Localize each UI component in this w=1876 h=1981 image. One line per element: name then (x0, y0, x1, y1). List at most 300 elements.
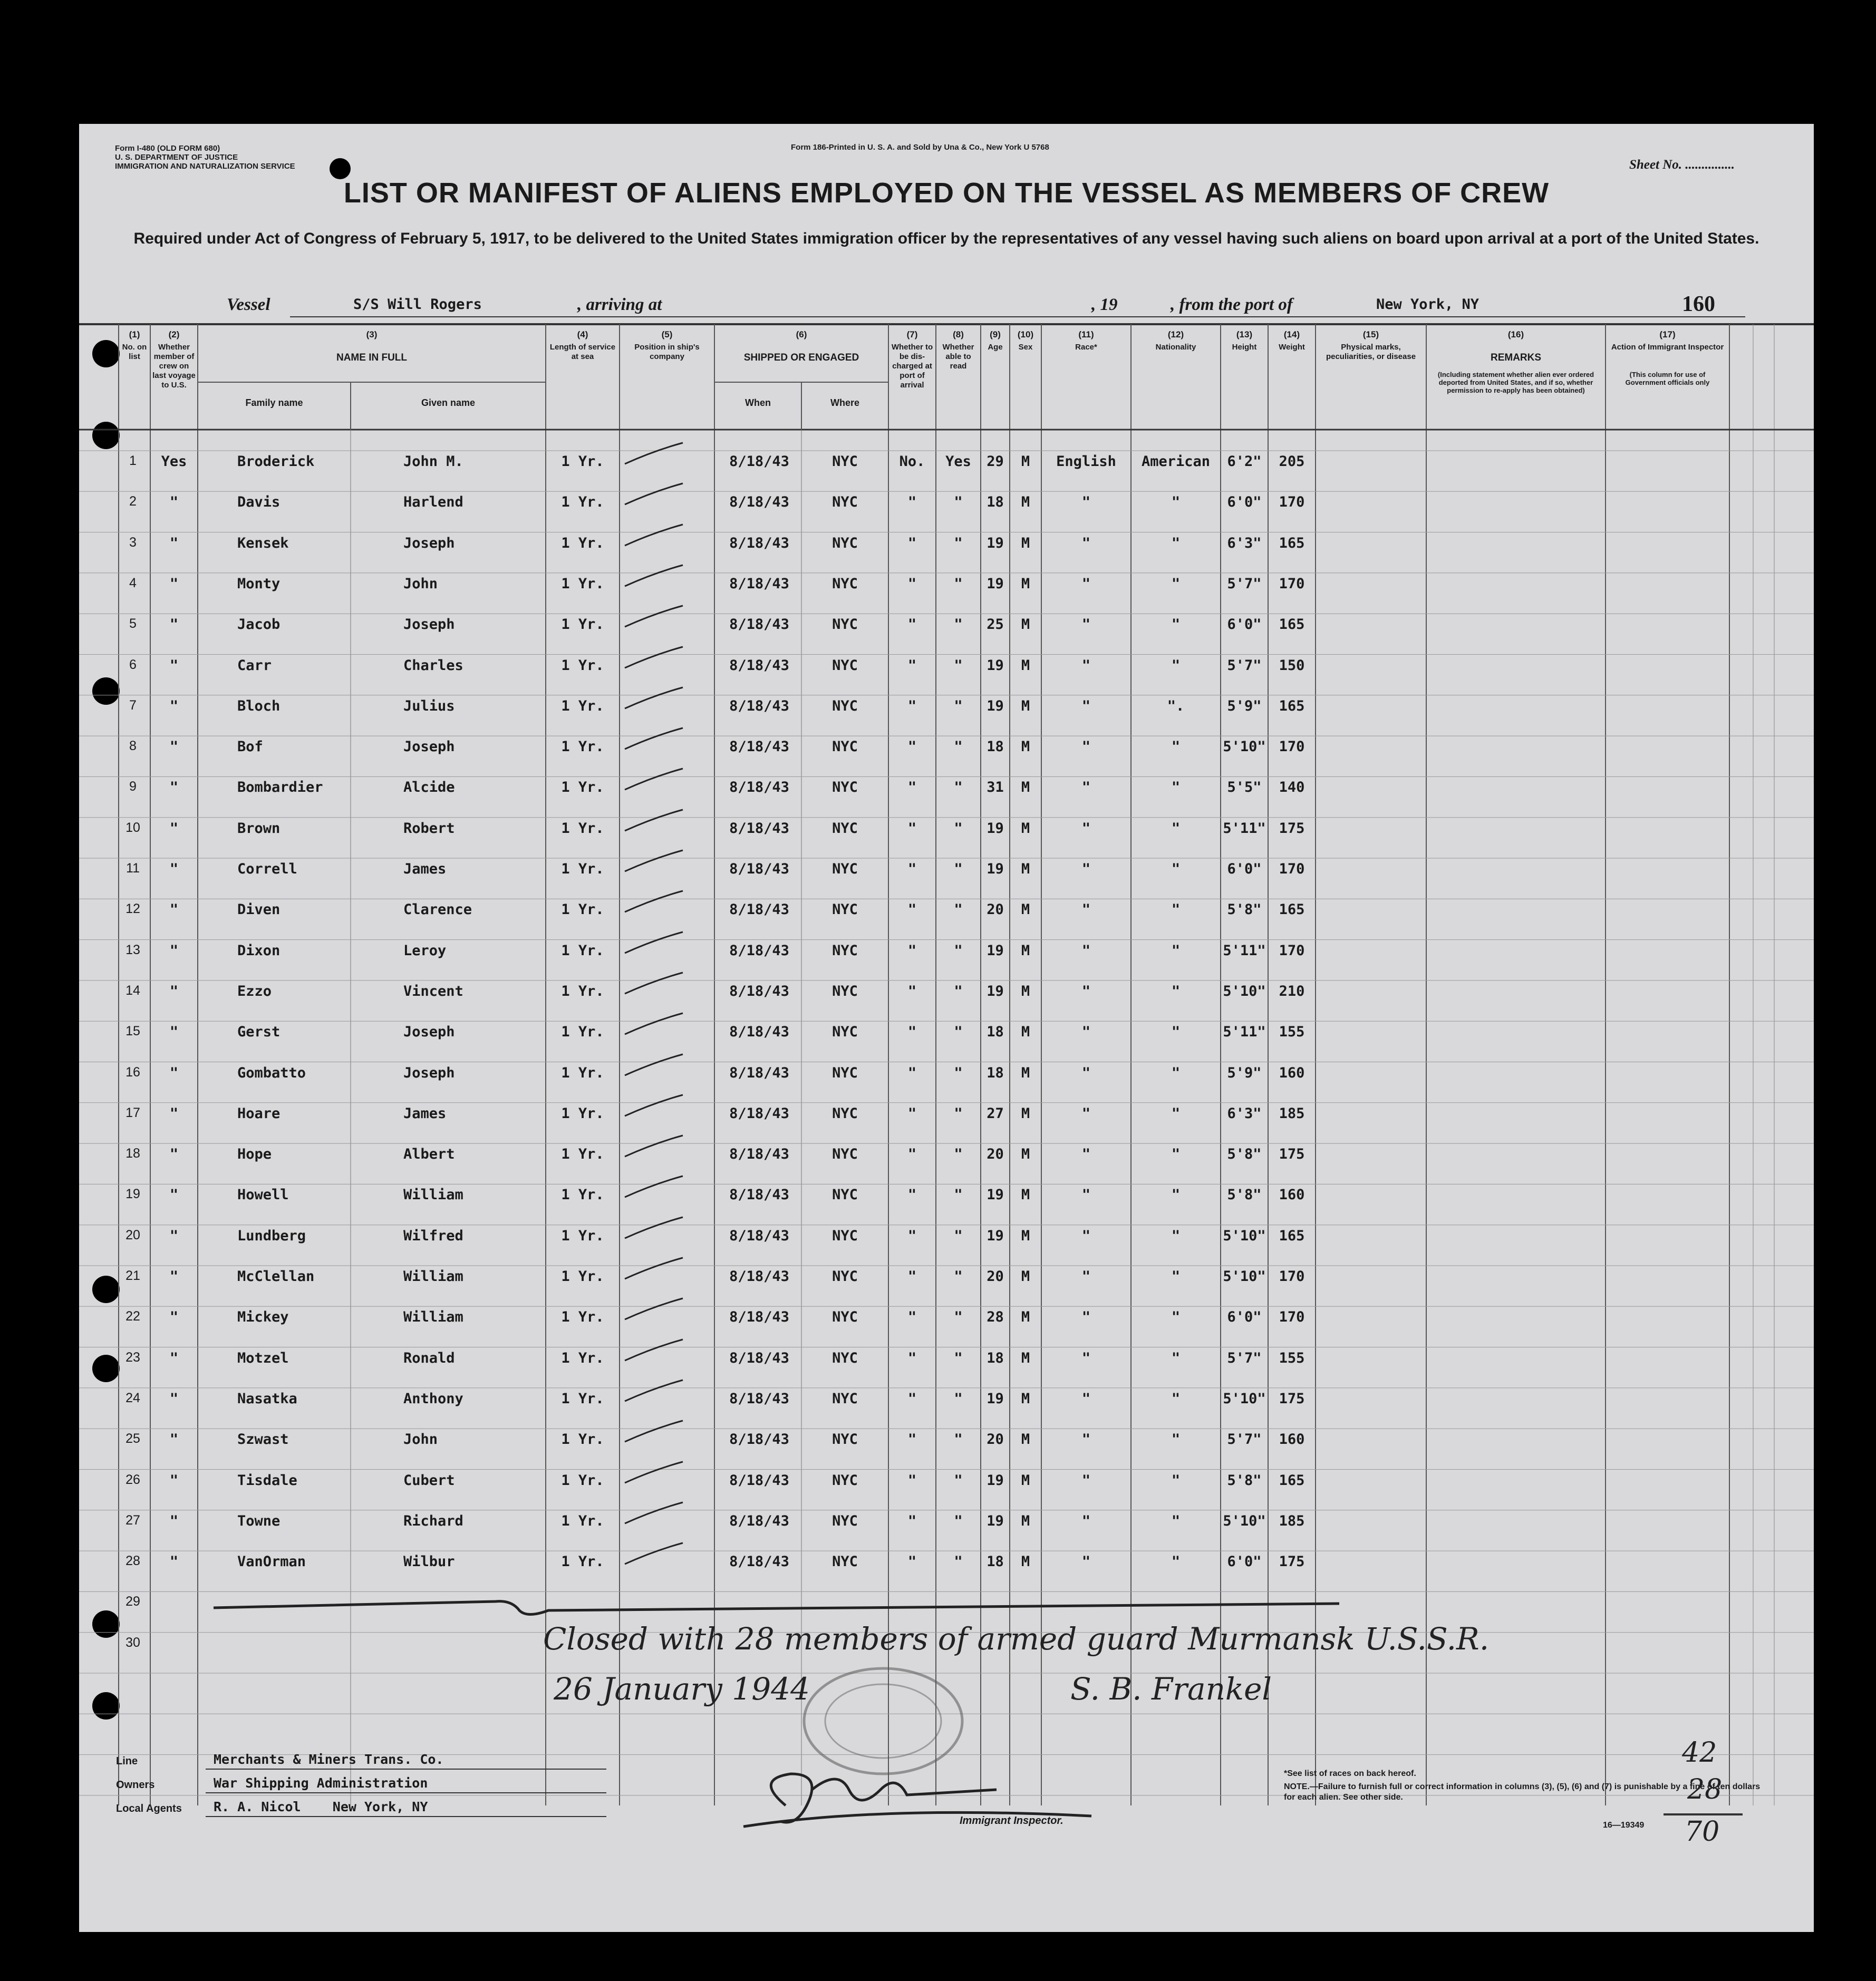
row-number: 20 (125, 1227, 140, 1242)
cell-family: Dixon (237, 942, 281, 959)
column-subheader: (Including statement whether alien ever ordered deported from United States, and if so, whether permission to re-apply has been obtained) (1437, 371, 1594, 394)
cell-family: Gerst (237, 1024, 281, 1041)
column-number: (7) (906, 329, 918, 339)
cell-nat: American (1141, 453, 1211, 470)
cell-where: NYC (832, 453, 858, 470)
cell-when: 8/18/43 (729, 657, 789, 674)
cell-where: NYC (832, 1390, 858, 1407)
cell-disch: " (907, 1146, 917, 1163)
cell-disch: " (907, 1064, 917, 1081)
cell-service: 1 Yr. (561, 861, 604, 877)
cell-age: 18 (987, 1349, 1004, 1366)
cell-weight: 170 (1279, 494, 1305, 511)
form-number: Form I-480 (OLD FORM 680) (115, 144, 220, 153)
cell-sex: M (1021, 535, 1030, 551)
cell-read: " (954, 1187, 963, 1203)
cell-when: 8/18/43 (729, 616, 789, 633)
cell-crew: " (169, 575, 179, 592)
cell-family: Correll (237, 861, 297, 877)
cell-service: 1 Yr. (561, 535, 604, 551)
cell-age: 29 (987, 453, 1004, 470)
cell-where: NYC (832, 1553, 858, 1570)
cell-nat: " (1171, 1390, 1181, 1407)
cell-sex: M (1021, 1309, 1030, 1326)
cell-nat: " (1171, 657, 1181, 674)
cell-read: " (954, 779, 963, 796)
cell-where: NYC (832, 942, 858, 959)
column-subheader: (This column for use of Government officials only (1625, 371, 1710, 386)
cell-age: 18 (987, 739, 1004, 755)
cell-race: " (1081, 983, 1091, 999)
cell-nat: " (1171, 1187, 1181, 1203)
cell-where: NYC (832, 575, 858, 592)
cell-read: " (954, 1390, 963, 1407)
column-header-c4: Length of service at sea (549, 343, 616, 361)
cell-race: " (1081, 1472, 1091, 1489)
cell-sex: M (1021, 1431, 1030, 1448)
cell-where: NYC (832, 820, 858, 837)
cell-given: Joseph (403, 739, 455, 755)
tally-top: 42 (1682, 1737, 1717, 1769)
cell-where: NYC (832, 779, 858, 796)
cell-sex: M (1021, 494, 1030, 511)
cell-sex: M (1021, 739, 1030, 755)
cell-given: Cubert (403, 1472, 455, 1489)
cell-given: Alcide (403, 779, 455, 796)
cell-service: 1 Yr. (561, 697, 604, 714)
cell-where: NYC (832, 739, 858, 755)
cell-where: NYC (832, 616, 858, 633)
cell-height: 6'3" (1227, 535, 1262, 551)
cell-height: 5'7" (1227, 1431, 1262, 1448)
cell-read: " (954, 1146, 963, 1163)
cell-sex: M (1021, 942, 1030, 959)
cell-where: NYC (832, 983, 858, 999)
row-number: 27 (125, 1512, 140, 1528)
row-number: 1 (129, 453, 137, 468)
cell-when: 8/18/43 (729, 983, 789, 999)
cell-weight: 140 (1279, 779, 1305, 796)
cell-disch: " (907, 1309, 917, 1326)
cell-age: 19 (987, 697, 1004, 714)
cell-given: Richard (403, 1512, 463, 1529)
cell-age: 18 (987, 494, 1004, 511)
column-header-c9: Age (988, 343, 1003, 352)
cell-crew: " (169, 657, 179, 674)
cell-height: 5'11" (1223, 820, 1266, 837)
check-mark (622, 1255, 685, 1281)
cell-read: " (954, 1472, 963, 1489)
cell-nat: " (1171, 901, 1181, 918)
cell-where: NYC (832, 1349, 858, 1366)
cell-read: " (954, 657, 963, 674)
cell-family: McClellan (237, 1268, 315, 1285)
cell-race: " (1081, 942, 1091, 959)
cell-when: 8/18/43 (729, 1227, 789, 1244)
cell-height: 5'7" (1227, 575, 1262, 592)
check-mark (622, 1011, 685, 1037)
cell-service: 1 Yr. (561, 1472, 604, 1489)
cell-family: Bof (237, 739, 263, 755)
cell-crew: " (169, 901, 179, 918)
cell-service: 1 Yr. (561, 1309, 604, 1326)
cell-race: " (1081, 1512, 1091, 1529)
vessel-label: Vessel (227, 295, 270, 314)
cell-nat: " (1171, 1309, 1181, 1326)
cell-family: Tisdale (237, 1472, 297, 1489)
cell-family: Ezzo (237, 983, 272, 999)
row-number: 16 (125, 1064, 140, 1080)
cell-sex: M (1021, 575, 1030, 592)
cell-sex: M (1021, 1553, 1030, 1570)
cell-service: 1 Yr. (561, 1146, 604, 1163)
cell-crew: " (169, 1349, 179, 1366)
cell-race: English (1056, 453, 1116, 470)
cell-sex: M (1021, 901, 1030, 918)
officer-signature: S. B. Frankel (1070, 1671, 1272, 1707)
check-mark (622, 603, 685, 629)
cell-height: 5'10" (1223, 1227, 1266, 1244)
arriving-label: , arriving at (577, 295, 662, 314)
cell-family: Szwast (237, 1431, 289, 1448)
cell-crew: " (169, 1309, 179, 1326)
cell-crew: " (169, 942, 179, 959)
cell-service: 1 Yr. (561, 1268, 604, 1285)
cell-crew: " (169, 861, 179, 877)
cell-where: NYC (832, 901, 858, 918)
cell-nat: " (1171, 861, 1181, 877)
cell-age: 19 (987, 535, 1004, 551)
cell-age: 18 (987, 1024, 1004, 1041)
cell-given: William (403, 1187, 463, 1203)
row-number: 21 (125, 1268, 140, 1283)
races-note: *See list of races on back hereof. (1284, 1769, 1416, 1778)
cell-disch: " (907, 1268, 917, 1285)
service-name: IMMIGRATION AND NATURALIZATION SERVICE (115, 162, 295, 171)
row-number: 18 (125, 1146, 140, 1161)
cell-where: NYC (832, 1064, 858, 1081)
cell-nat: " (1171, 1349, 1181, 1366)
cell-weight: 185 (1279, 1105, 1305, 1122)
cell-race: " (1081, 1105, 1091, 1122)
cell-read: " (954, 1024, 963, 1041)
cell-nat: " (1171, 1064, 1181, 1081)
cell-sex: M (1021, 657, 1030, 674)
cell-age: 28 (987, 1309, 1004, 1326)
cell-crew: " (169, 820, 179, 837)
cell-age: 20 (987, 1146, 1004, 1163)
cell-given: John M. (403, 453, 463, 470)
cell-disch: " (907, 1349, 917, 1366)
cell-crew: " (169, 983, 179, 999)
check-mark (622, 644, 685, 671)
cell-given: James (403, 1105, 447, 1122)
row-number: 12 (125, 901, 140, 917)
column-header-c13: Height (1232, 343, 1257, 352)
cell-height: 5'11" (1223, 942, 1266, 959)
check-mark (622, 1215, 685, 1241)
cell-weight: 170 (1279, 1268, 1305, 1285)
row-number: 9 (129, 779, 137, 794)
cell-weight: 170 (1279, 739, 1305, 755)
cell-age: 19 (987, 657, 1004, 674)
cell-where: NYC (832, 657, 858, 674)
cell-crew: " (169, 1146, 179, 1163)
cell-where: NYC (832, 1187, 858, 1203)
cell-when: 8/18/43 (729, 1105, 789, 1122)
cell-sex: M (1021, 1105, 1030, 1122)
cell-given: John (403, 1431, 438, 1448)
check-mark (622, 1337, 685, 1363)
column-number: (14) (1283, 329, 1300, 339)
cell-nat: " (1171, 1105, 1181, 1122)
cell-sex: M (1021, 1227, 1030, 1244)
cell-height: 5'10" (1223, 1268, 1266, 1285)
cell-age: 27 (987, 1105, 1004, 1122)
row-number: 30 (125, 1635, 140, 1650)
cell-read: " (954, 983, 963, 999)
cell-race: " (1081, 1390, 1091, 1407)
column-subheader: Family name (245, 397, 303, 408)
cell-read: " (954, 1227, 963, 1244)
cell-read: " (954, 1553, 963, 1570)
cell-read: " (954, 697, 963, 714)
cell-service: 1 Yr. (561, 1553, 604, 1570)
printer-line: Form 186-Printed in U. S. A. and Sold by Una & Co., New York U 5768 (791, 143, 1049, 152)
cell-height: 6'2" (1227, 453, 1262, 470)
cell-when: 8/18/43 (729, 1390, 789, 1407)
form-identifier (115, 144, 336, 171)
inspector-label: Immigrant Inspector. (960, 1815, 1063, 1827)
cell-height: 5'8" (1227, 901, 1262, 918)
vessel-value: S/S Will Rogers (353, 296, 482, 313)
cell-given: Joseph (403, 1064, 455, 1081)
check-mark (622, 1092, 685, 1119)
row-number: 5 (129, 616, 137, 632)
cell-weight: 165 (1279, 535, 1305, 551)
cell-weight: 175 (1279, 1146, 1305, 1163)
column-header-c5: Position in ship's company (634, 343, 700, 361)
row-number: 2 (129, 494, 137, 509)
cell-family: Bombardier (237, 779, 323, 796)
cell-disch: " (907, 983, 917, 999)
cell-disch: " (907, 1553, 917, 1570)
cell-nat: " (1171, 739, 1181, 755)
cell-sex: M (1021, 1187, 1030, 1203)
cell-nat: " (1171, 1146, 1181, 1163)
cell-read: " (954, 1512, 963, 1529)
cell-race: " (1081, 901, 1091, 918)
column-number: (2) (168, 329, 180, 339)
cell-height: 5'7" (1227, 1349, 1262, 1366)
cell-when: 8/18/43 (729, 861, 789, 877)
cell-given: Julius (403, 697, 455, 714)
cell-given: John (403, 575, 438, 592)
cell-race: " (1081, 575, 1091, 592)
cell-weight: 170 (1279, 861, 1305, 877)
cell-weight: 155 (1279, 1349, 1305, 1366)
column-header-c10: Sex (1018, 343, 1033, 352)
cell-sex: M (1021, 861, 1030, 877)
cell-service: 1 Yr. (561, 1431, 604, 1448)
cell-height: 5'5" (1227, 779, 1262, 796)
column-header-c8: Whether able to read (942, 343, 974, 371)
check-mark (622, 725, 685, 752)
cell-read: " (954, 901, 963, 918)
cell-family: Gombatto (237, 1064, 306, 1081)
page-number: 160 (1682, 292, 1715, 316)
cell-weight: 170 (1279, 575, 1305, 592)
agents-value: R. A. Nicol New York, NY (214, 1799, 428, 1814)
cell-service: 1 Yr. (561, 1187, 604, 1203)
cell-read: " (954, 535, 963, 551)
cell-sex: M (1021, 1349, 1030, 1366)
column-number: (17) (1659, 329, 1676, 339)
cell-disch: " (907, 1472, 917, 1489)
cell-where: NYC (832, 1105, 858, 1122)
cell-service: 1 Yr. (561, 575, 604, 592)
cell-sex: M (1021, 820, 1030, 837)
cell-service: 1 Yr. (561, 657, 604, 674)
cell-when: 8/18/43 (729, 739, 789, 755)
cell-sex: M (1021, 1064, 1030, 1081)
cell-crew: " (169, 1390, 179, 1407)
cell-disch: " (907, 1105, 917, 1122)
cell-sex: M (1021, 1472, 1030, 1489)
cell-sex: M (1021, 616, 1030, 633)
cell-disch: " (907, 820, 917, 837)
cell-nat: " (1171, 820, 1181, 837)
cell-disch: " (907, 535, 917, 551)
row-number: 15 (125, 1024, 140, 1039)
cell-family: Nasatka (237, 1390, 297, 1407)
cell-family: Monty (237, 575, 281, 592)
check-mark (622, 929, 685, 956)
line-value: Merchants & Miners Trans. Co. (214, 1752, 444, 1767)
row-number: 29 (125, 1594, 140, 1609)
cell-when: 8/18/43 (729, 1187, 789, 1203)
cell-family: Motzel (237, 1349, 289, 1366)
cell-height: 5'10" (1223, 983, 1266, 999)
cell-disch: " (907, 1431, 917, 1448)
column-number: (1) (129, 329, 140, 339)
cell-sex: M (1021, 1512, 1030, 1529)
cell-nat: " (1171, 535, 1181, 551)
cell-race: " (1081, 1431, 1091, 1448)
column-header-c11: Race* (1075, 343, 1097, 352)
cell-when: 8/18/43 (729, 820, 789, 837)
cell-disch: " (907, 942, 917, 959)
cell-when: 8/18/43 (729, 535, 789, 551)
column-header-c12: Nationality (1155, 343, 1196, 352)
cell-disch: " (907, 697, 917, 714)
cell-where: NYC (832, 1309, 858, 1326)
cell-race: " (1081, 1146, 1091, 1163)
cell-read: " (954, 616, 963, 633)
check-mark (622, 440, 685, 467)
cell-service: 1 Yr. (561, 983, 604, 999)
cell-race: " (1081, 1309, 1091, 1326)
row-number: 14 (125, 983, 140, 998)
cell-family: Hoare (237, 1105, 281, 1122)
cell-read: " (954, 494, 963, 511)
cell-family: Bloch (237, 697, 281, 714)
cell-given: Joseph (403, 616, 455, 633)
check-mark (622, 807, 685, 833)
cell-age: 20 (987, 1268, 1004, 1285)
cell-where: NYC (832, 861, 858, 877)
row-number: 10 (125, 820, 140, 835)
cell-age: 19 (987, 1472, 1004, 1489)
cell-nat: " (1171, 1431, 1181, 1448)
cell-nat: " (1171, 1553, 1181, 1570)
cell-where: NYC (832, 1472, 858, 1489)
check-mark (622, 1052, 685, 1078)
cell-service: 1 Yr. (561, 616, 604, 633)
cell-height: 6'0" (1227, 616, 1262, 633)
row-number: 25 (125, 1431, 140, 1446)
manifest-sheet (79, 124, 1814, 1932)
cell-disch: " (907, 657, 917, 674)
cell-read: " (954, 942, 963, 959)
cell-weight: 175 (1279, 820, 1305, 837)
cell-given: Vincent (403, 983, 463, 999)
cell-sex: M (1021, 1146, 1030, 1163)
cell-given: Harlend (403, 494, 463, 511)
cell-disch: " (907, 1024, 917, 1041)
cell-read: " (954, 1431, 963, 1448)
column-header-c2: Whether member of crew on last voyage to U.S. (152, 343, 196, 390)
cell-race: " (1081, 494, 1091, 511)
cell-where: NYC (832, 697, 858, 714)
cell-crew: " (169, 1064, 179, 1081)
column-subheader: Where (830, 397, 859, 408)
cell-crew: " (169, 1472, 179, 1489)
cell-height: 5'10" (1223, 1390, 1266, 1407)
cell-age: 20 (987, 1431, 1004, 1448)
cell-disch: " (907, 1227, 917, 1244)
column-subheader: Given name (421, 397, 476, 408)
cell-when: 8/18/43 (729, 1064, 789, 1081)
cell-nat: " (1171, 494, 1181, 511)
cell-weight: 210 (1279, 983, 1305, 999)
cell-crew: " (169, 1105, 179, 1122)
cell-disch: " (907, 901, 917, 918)
department-name: U. S. DEPARTMENT OF JUSTICE (115, 153, 238, 162)
cell-nat: " (1171, 1472, 1181, 1489)
cell-age: 19 (987, 575, 1004, 592)
cell-sex: M (1021, 983, 1030, 999)
cell-age: 18 (987, 1064, 1004, 1081)
port-value: New York, NY (1376, 296, 1479, 313)
cell-family: Carr (237, 657, 272, 674)
cell-when: 8/18/43 (729, 779, 789, 796)
cell-disch: " (907, 575, 917, 592)
cell-given: Clarence (403, 901, 472, 918)
cell-height: 6'0" (1227, 861, 1262, 877)
cell-crew: " (169, 1227, 179, 1244)
cell-crew: Yes (161, 453, 187, 470)
cell-nat: " (1171, 983, 1181, 999)
cell-where: NYC (832, 494, 858, 511)
cell-family: Hope (237, 1146, 272, 1163)
cell-family: Diven (237, 901, 281, 918)
cell-height: 5'8" (1227, 1187, 1262, 1203)
cell-where: NYC (832, 1024, 858, 1041)
cell-weight: 165 (1279, 616, 1305, 633)
cell-weight: 160 (1279, 1431, 1305, 1448)
cell-given: Albert (403, 1146, 455, 1163)
